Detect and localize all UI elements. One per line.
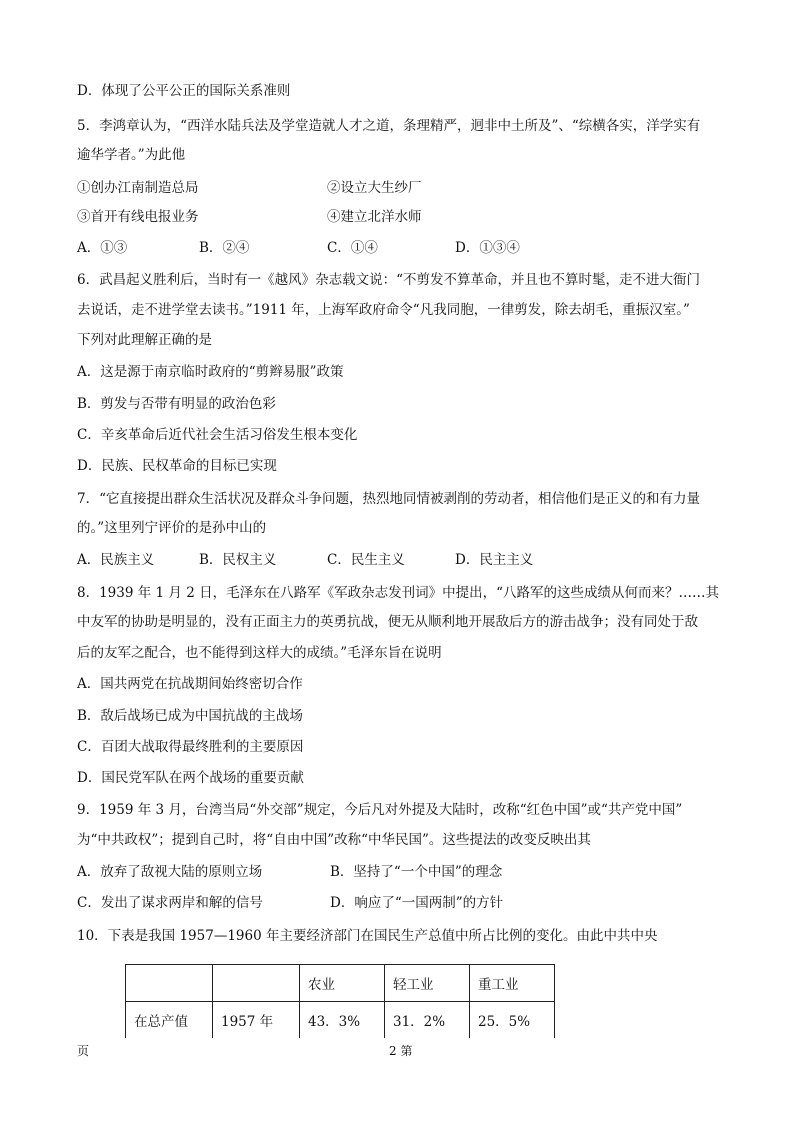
q8-option-b: B．敌后战场已成为中国抗战的主战场 [77,708,303,724]
q8-option-a: A．国共两党在抗战期间始终密切合作 [77,676,303,692]
q9-option-c: C．发出了谋求两岸和解的信号 [77,895,263,911]
q10-stem: 10．下表是我国 1957—1960 年主要经济部门在国民生产总值中所占比例的变化。由此中共中央 [77,928,658,944]
table-cell: 25．5% [470,1002,555,1039]
q6-option-b: B．剪发与否带有明显的政治色彩 [77,396,276,412]
q6-option-c: C．辛亥革命后近代社会生活习俗发生根本变化 [77,427,358,443]
q7-option-a: A．民族主义 [77,552,155,568]
q8-stem-line-2: 中友军的协助是明显的，没有正面主力的英勇抗战，便无从顺利地开展敌后方的游击战争；没有同处于敌 [77,614,698,630]
q5-stem-line-1: 5．李鸿章认为，“西洋水陆兵法及学堂造就人才之道，条理精严，迥非中土所及”、“综横各实，洋学实有 [77,118,701,134]
table-header-agriculture: 农业 [300,965,385,1002]
table-header-light-industry: 轻工业 [385,965,470,1002]
q8-option-d: D．国民党军队在两个战场的重要贡献 [77,770,304,786]
table-cell: 31．2% [385,1002,470,1039]
q8-stem-line-1: 8．1939 年 1 月 2 日，毛泽东在八路军《军政杂志发刊词》中提出，“八路军的这些成绩从何而来？……其 [77,585,719,601]
q5-item-2: ②设立大生纱厂 [327,180,422,196]
table-cell: 在总产值 [126,1002,213,1039]
q6-option-d: D．民族、民权革命的目标已实现 [77,458,277,474]
q6-stem-line-3: 下列对此理解正确的是 [77,332,212,348]
q6-option-a: A．这是源于南京临时政府的“剪辫易服”政策 [77,364,344,380]
q7-option-b: B．民权主义 [199,552,277,568]
q5-option-c: C．①④ [327,240,378,256]
q5-item-3: ③首开有线电报业务 [77,209,199,225]
q9-option-b: B．坚持了“一个中国”的理念 [330,864,503,880]
q6-stem-line-2: 去说话，走不进学堂去读书。”1911 年，上海军政府命令“凡我同胞，一律剪发，除去胡毛，重振汉室。” [77,302,690,318]
q5-stem-line-2: 逾华学者。”为此他 [77,147,186,163]
table-cell: 1957 年 [213,1002,300,1039]
table-header-heavy-industry: 重工业 [470,965,555,1002]
q7-stem-line-2: 的。”这里列宁评价的是孙中山的 [77,520,267,536]
q7-stem-line-1: 7．“它直接提出群众生活状况及群众斗争问题，热烈地同情被剥削的劳动者，相信他们是正义的和有力量 [77,491,700,507]
q7-option-d: D．民主主义 [455,552,534,568]
table-cell: 43．3% [300,1002,385,1039]
page-number: 2 第 [389,1044,413,1058]
q7-option-c: C．民生主义 [327,552,405,568]
q9-stem-line-1: 9．1959 年 3 月，台湾当局“外交部”规定，今后凡对外提及大陆时，改称“红色中国”或“共产党中国” [77,802,683,818]
q9-option-d: D．响应了“一国两制”的方针 [330,895,504,911]
table-row [126,1002,555,1039]
q8-option-c: C．百团大战取得最终胜利的主要原因 [77,739,304,755]
table-header-cell [213,965,300,1002]
q9-option-a: A．放弃了敌视大陆的原则立场 [77,864,263,880]
q4-option-d: D．体现了公平公正的国际关系准则 [77,83,291,99]
table-header-row [126,965,555,1002]
q5-option-b: B．②④ [199,240,250,256]
q10-data-table [125,964,555,1038]
q9-stem-line-2: 为“中共政权”；提到自己时，将“自由中国”改称“中华民国”。这些提法的改变反映出其 [77,832,591,848]
footer-left: 页 [77,1044,90,1058]
q5-item-4: ④建立北洋水师 [327,209,422,225]
q6-stem-line-1: 6．武昌起义胜利后，当时有一《越风》杂志载文说：“不剪发不算革命，并且也不算时髦，走不进大衙门 [77,272,700,288]
q8-stem-line-3: 后的友军之配合，也不能得到这样大的成绩。”毛泽东旨在说明 [77,645,442,661]
table-header-cell [126,965,213,1002]
q5-item-1: ①创办江南制造总局 [77,180,199,196]
q5-option-d: D．①③④ [455,240,520,256]
q5-option-a: A．①③ [77,240,128,256]
